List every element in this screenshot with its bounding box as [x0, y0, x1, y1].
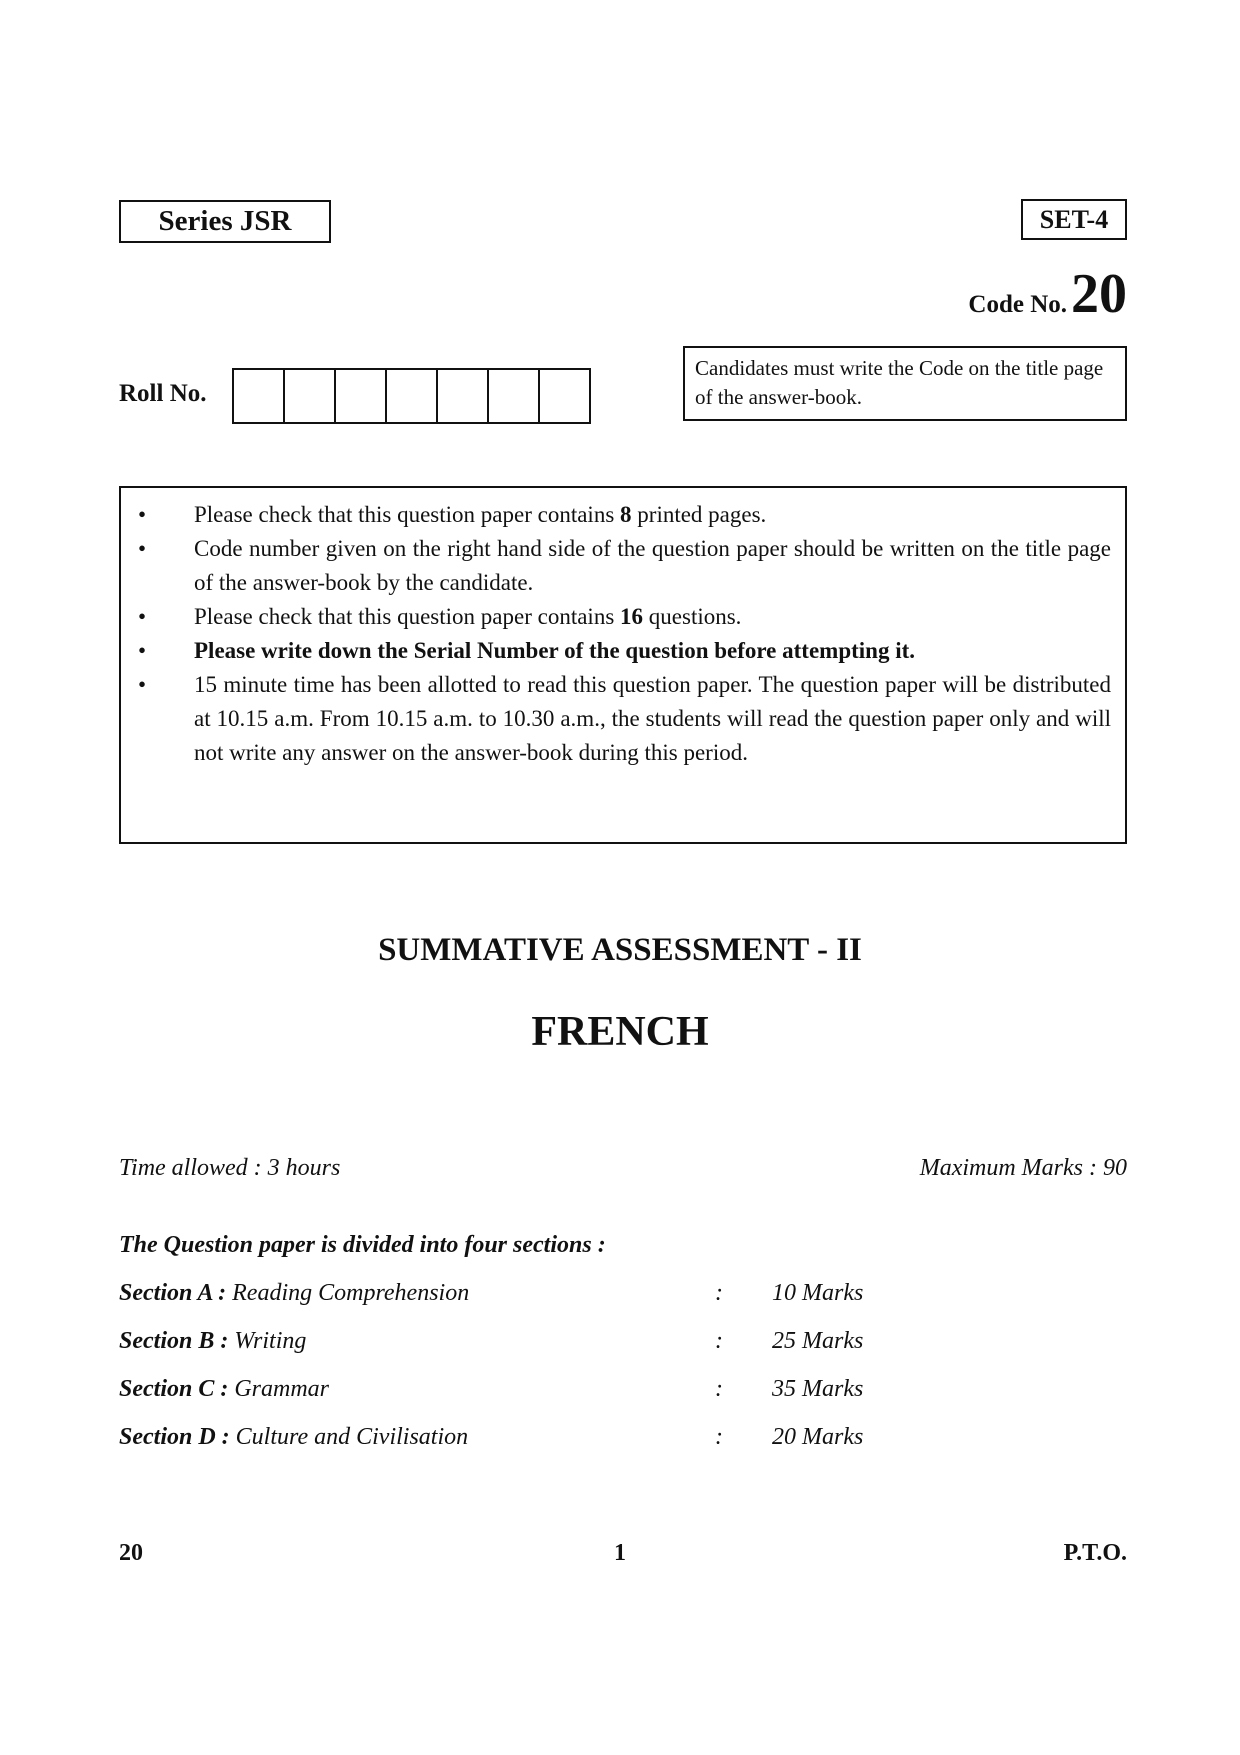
section-marks: 35 Marks [772, 1376, 864, 1402]
section-label: Section C : [119, 1376, 229, 1402]
roll-digit-box[interactable] [489, 370, 540, 422]
section-label: Section B : [119, 1328, 229, 1354]
instruction-item [121, 600, 1111, 634]
section-colon: : [715, 1424, 723, 1450]
section-marks: 20 Marks [772, 1424, 864, 1450]
set-box: SET-4 [1021, 199, 1127, 240]
candidates-note: Candidates must write the Code on the title page of the answer-book. [683, 346, 1127, 421]
bullet-icon: • [138, 502, 147, 527]
instruction-item [121, 668, 1111, 770]
instruction-text: Please check that this question paper contains [194, 502, 621, 527]
section-colon: : [715, 1328, 723, 1354]
section-label: Section D : [119, 1424, 230, 1450]
bullet-icon: • [138, 604, 147, 629]
roll-digit-box[interactable] [285, 370, 336, 422]
instruction-bold: 16 [620, 604, 644, 629]
section-name: Reading Comprehension [232, 1280, 470, 1306]
roll-digit-box[interactable] [336, 370, 387, 422]
roll-digit-box[interactable] [540, 370, 589, 422]
roll-digit-box[interactable] [234, 370, 285, 422]
instruction-text: Please check that this question paper contains [194, 604, 621, 629]
section-label: Section A : [119, 1280, 227, 1306]
page-number: 1 [614, 1540, 626, 1566]
footer-code: 20 [119, 1540, 143, 1566]
roll-digit-box[interactable] [438, 370, 489, 422]
instruction-text-end: printed pages. [631, 502, 767, 527]
code-value: 20 [1071, 263, 1127, 325]
section-name: Writing [234, 1328, 307, 1354]
code-number [968, 262, 1127, 326]
section-colon: : [715, 1280, 723, 1306]
section-marks: 25 Marks [772, 1328, 864, 1354]
pto: P.T.O. [1063, 1540, 1127, 1566]
instructions-box [119, 486, 1127, 844]
series-box: Series JSR [119, 200, 331, 243]
instruction-item [121, 498, 1111, 532]
section-name: Grammar [234, 1376, 330, 1402]
instruction-text-end: questions. [643, 604, 742, 629]
instruction-text: 15 minute time has been allotted to read this question paper. The question paper will be distributed at 10.15 a.m. From 10.15 a.m. to 10.30 a.m., the students will read the question paper only and will not write any answer on the answer-book during this period. [194, 672, 1111, 765]
bullet-icon: • [138, 672, 147, 697]
time-allowed: Time allowed : 3 hours [119, 1155, 341, 1181]
section-name: Culture and Civilisation [235, 1424, 469, 1450]
roll-number-boxes[interactable] [232, 368, 591, 424]
bullet-icon: • [138, 638, 147, 663]
instruction-bold: 8 [620, 502, 632, 527]
instruction-item [121, 634, 1111, 668]
divided-note: The Question paper is divided into four sections : [119, 1232, 606, 1258]
instruction-item [121, 532, 1111, 600]
roll-digit-box[interactable] [387, 370, 438, 422]
section-colon: : [715, 1376, 723, 1402]
bullet-icon: • [138, 536, 147, 561]
section-marks: 10 Marks [772, 1280, 864, 1306]
roll-label: Roll No. [119, 380, 207, 407]
instruction-text: Code number given on the right hand side of the question paper should be written on the title page of the answer-book by the candidate. [194, 536, 1111, 595]
subject-title: FRENCH [531, 1009, 709, 1055]
maximum-marks: Maximum Marks : 90 [919, 1155, 1127, 1181]
code-label: Code No. [968, 291, 1067, 318]
assessment-title: SUMMATIVE ASSESSMENT - II [378, 932, 862, 968]
instruction-bold: Please write down the Serial Number of the question before attempting it. [194, 638, 916, 663]
